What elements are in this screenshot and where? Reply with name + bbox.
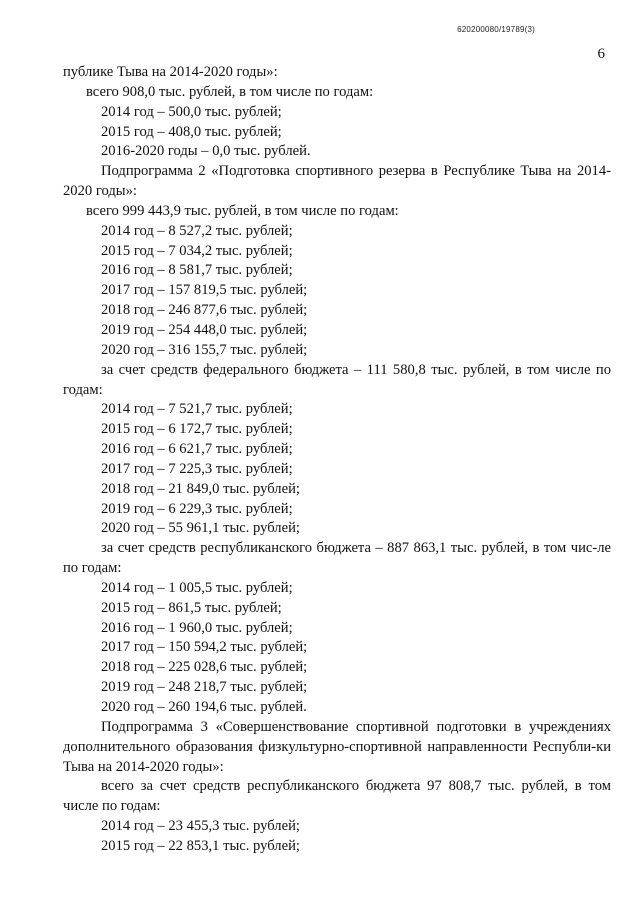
- text-line: 2015 год – 861,5 тыс. рублей;: [101, 599, 282, 616]
- text-line: 2014 год – 1 005,5 тыс. рублей;: [101, 579, 293, 596]
- text-line: 2017 год – 150 594,2 тыс. рублей;: [101, 639, 308, 656]
- subprogram-3-total-paragraph: всего за счет средств республиканского бюджета 97 808,7 тыс. рублей, в том числе по годам:: [63, 778, 611, 815]
- federal-budget-paragraph: за счет средств федерального бюджета – 111 580,8 тыс. рублей, в том числе по годам:: [63, 361, 611, 398]
- text-line: 2020 год – 55 961,1 тыс. рублей;: [101, 520, 300, 537]
- text-line: 2014 год – 8 527,2 тыс. рублей;: [101, 222, 293, 239]
- text-line: 2018 год – 246 877,6 тыс. рублей;: [101, 302, 308, 319]
- text-line: 2015 год – 22 853,1 тыс. рублей;: [101, 837, 300, 854]
- subprogram-3-heading: Подпрограмма 3 «Совершенствование спортивной подготовки в учреждениях дополнительного образования физкультурно-спортивной направленности Республи-ки Тыва на 2014-2020 годы»:: [63, 718, 611, 775]
- text-line: 2016 год – 8 581,7 тыс. рублей;: [101, 262, 293, 279]
- text-line: 2019 год – 254 448,0 тыс. рублей;: [101, 321, 308, 338]
- text-line: 2016 год – 1 960,0 тыс. рублей;: [101, 619, 293, 636]
- text-line: 2017 год – 157 819,5 тыс. рублей;: [101, 282, 308, 299]
- text-line: 2018 год – 21 849,0 тыс. рублей;: [101, 480, 300, 497]
- republican-budget-paragraph: за счет средств республиканского бюджета – 887 863,1 тыс. рублей, в том чис-ле по годам:: [63, 540, 611, 577]
- text-line: публике Тыва на 2014-2020 годы»:: [63, 64, 278, 80]
- document-body: [63, 63, 611, 857]
- text-line: 2016 год – 6 621,7 тыс. рублей;: [101, 441, 293, 458]
- text-line: всего 999 443,9 тыс. рублей, в том числе по годам:: [86, 202, 399, 219]
- page-number: 6: [597, 46, 605, 62]
- text-line: 2018 год – 225 028,6 тыс. рублей;: [101, 659, 308, 676]
- text-line: 2019 год – 248 218,7 тыс. рублей;: [101, 679, 308, 696]
- text-line: 2019 год – 6 229,3 тыс. рублей;: [101, 500, 293, 517]
- text-line: 2020 год – 260 194,6 тыс. рублей.: [101, 699, 307, 715]
- text-line: 2014 год – 500,0 тыс. рублей;: [101, 103, 282, 120]
- text-line: всего 908,0 тыс. рублей, в том числе по годам:: [86, 83, 374, 100]
- text-line: 2015 год – 6 172,7 тыс. рублей;: [101, 421, 293, 438]
- text-line: 2017 год – 7 225,3 тыс. рублей;: [101, 460, 293, 477]
- text-line: 2020 год – 316 155,7 тыс. рублей;: [101, 341, 308, 358]
- text-line: 2014 год – 23 455,3 тыс. рублей;: [101, 818, 300, 835]
- document-id: 620200080/19789(3): [457, 25, 535, 34]
- subprogram-2-heading: Подпрограмма 2 «Подготовка спортивного резерва в Республике Тыва на 2014-2020 годы»:: [63, 163, 611, 200]
- text-line: 2015 год – 408,0 тыс. рублей;: [101, 123, 282, 140]
- text-line: 2014 год – 7 521,7 тыс. рублей;: [101, 401, 293, 418]
- text-line: 2015 год – 7 034,2 тыс. рублей;: [101, 242, 293, 259]
- text-line: 2016-2020 годы – 0,0 тыс. рублей.: [101, 143, 311, 160]
